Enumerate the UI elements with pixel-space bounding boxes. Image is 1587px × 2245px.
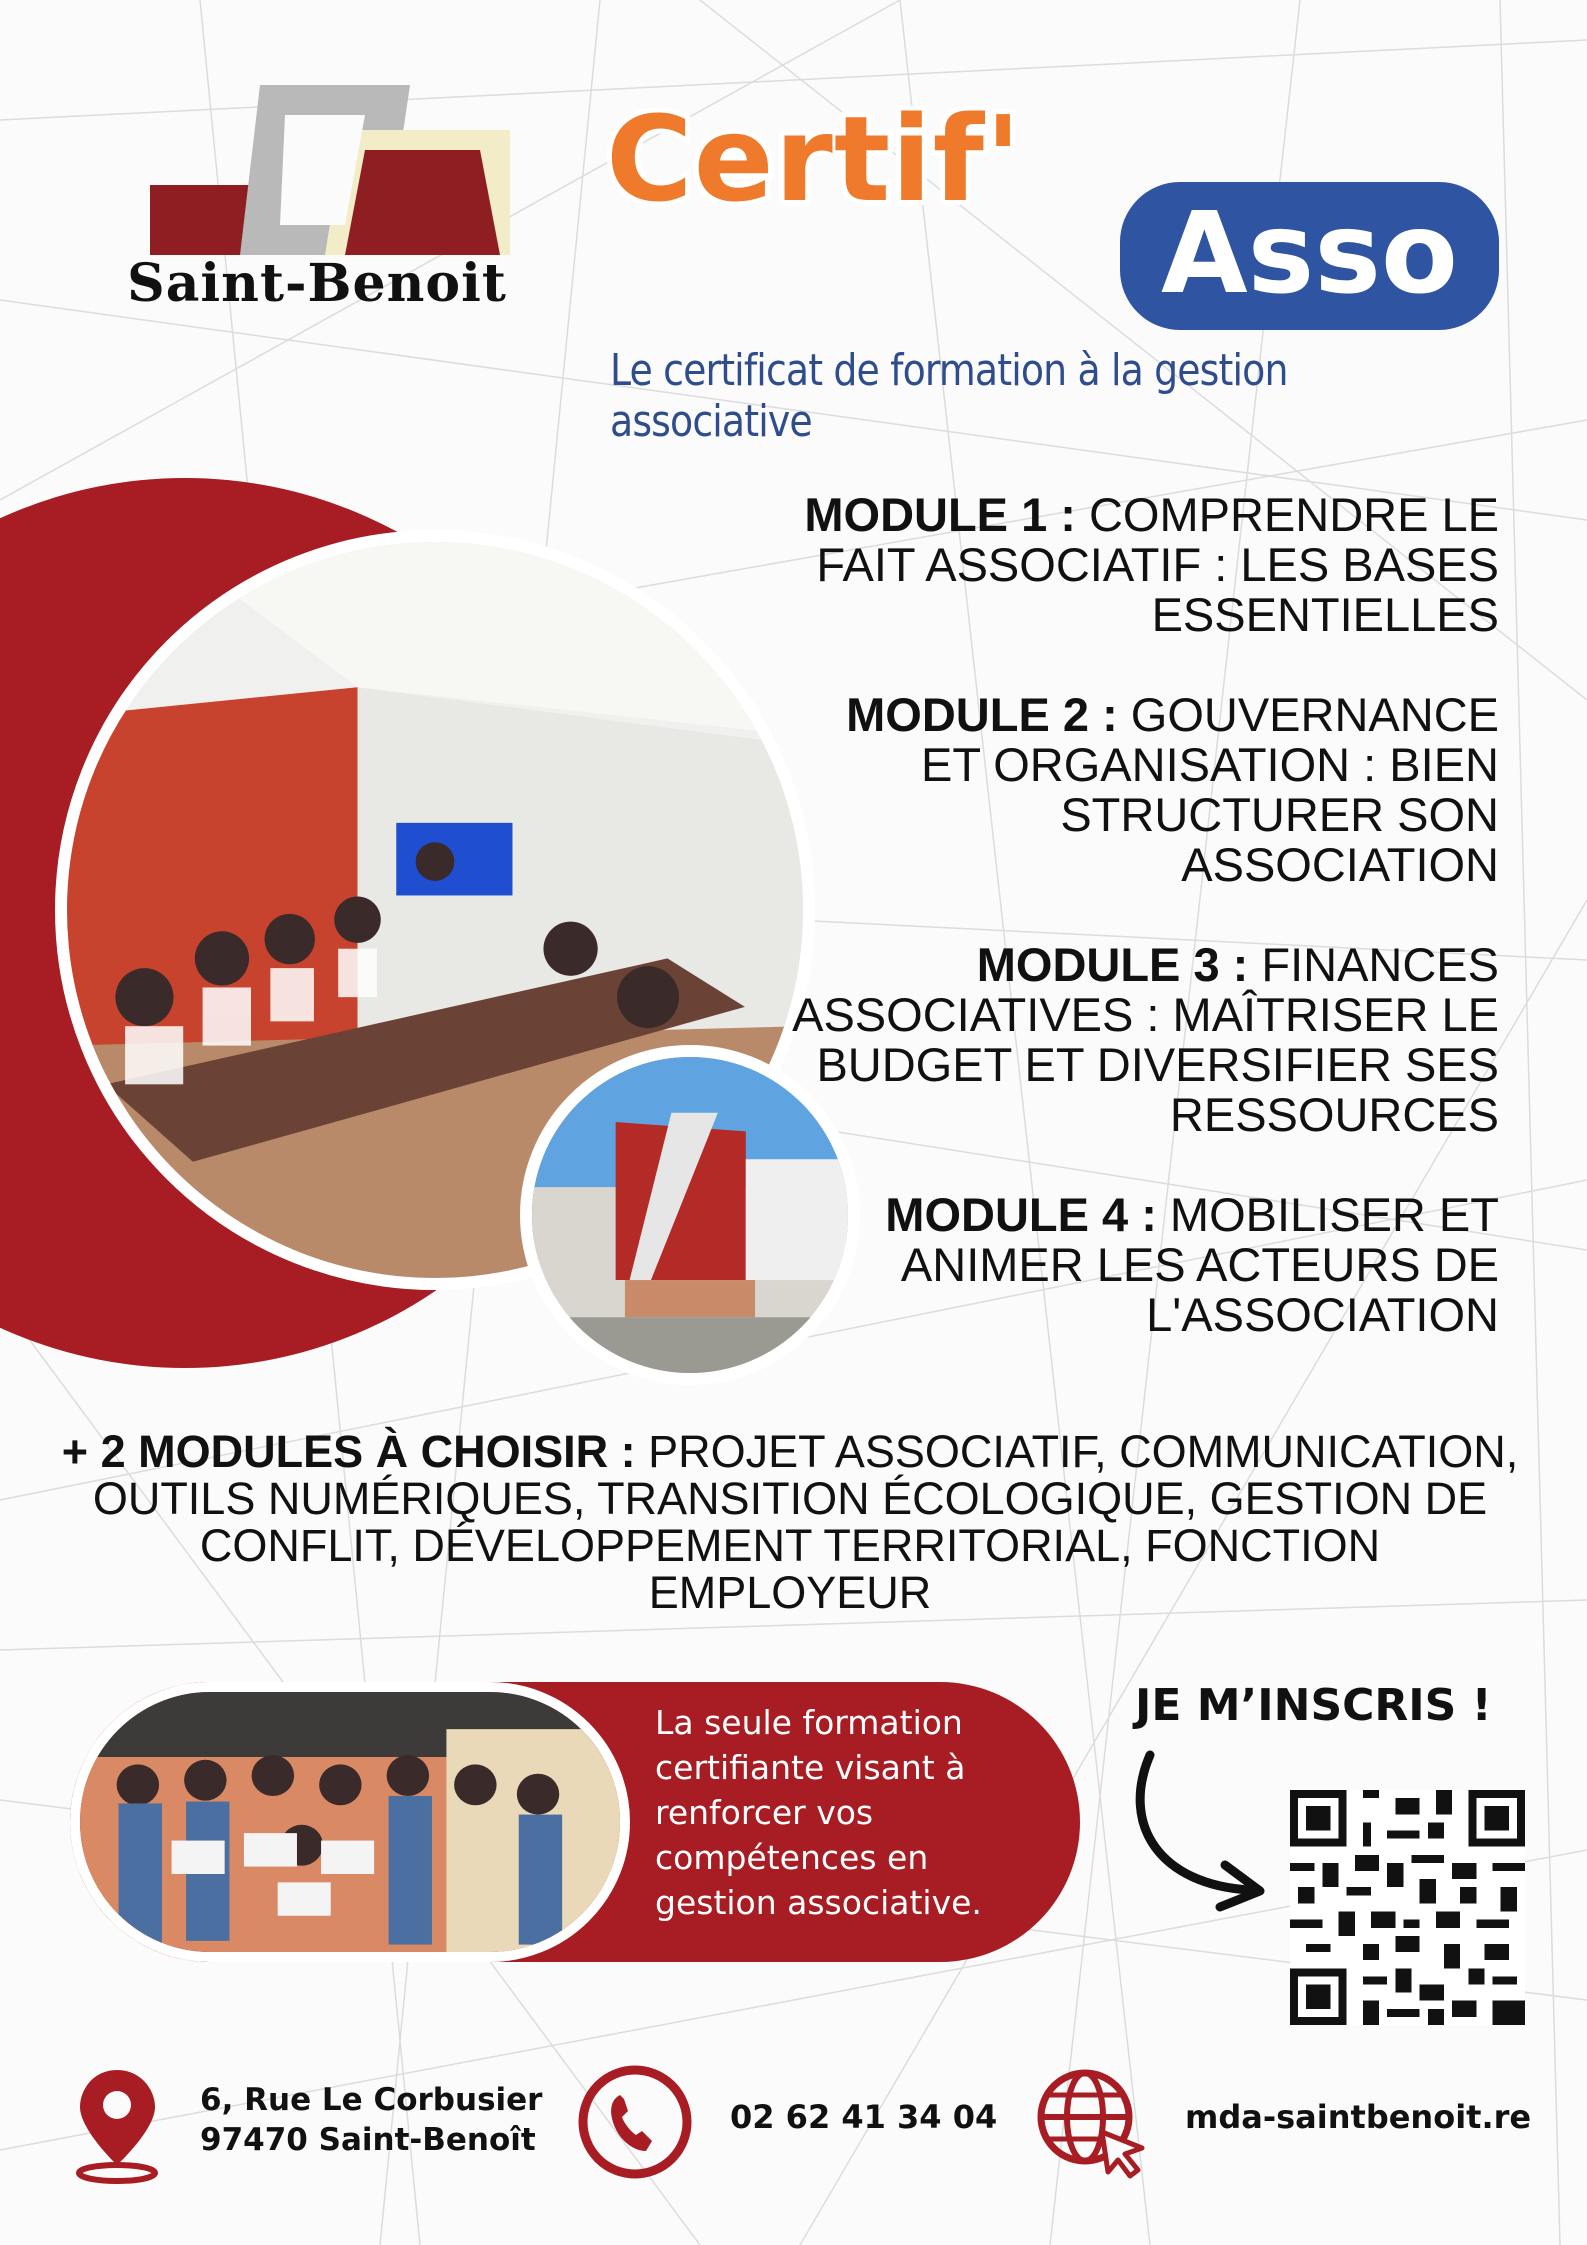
optional-modules-text: PROJET ASSOCIATIF, COMMUNICATION, OUTILS NUMÉRIQUES, TRANSITION ÉCOLOGIQUE, GESTION DE CONFLIT, DÉVELOPPEMENT TERRITORIAL, FONCTION EMPLOYEUR: [92, 1426, 1519, 1618]
qr-code[interactable]: [1290, 1790, 1525, 2025]
location-pin-icon: [75, 2065, 160, 2185]
module-1-text: COMPRENDRE LE FAIT ASSOCIATIF : LES BASES ESSENTIELLES: [816, 488, 1499, 641]
module-2-title: MODULE 2 :: [846, 688, 1118, 741]
module-4-title: MODULE 4 :: [885, 1188, 1157, 1241]
module-3-text: FINANCES ASSOCIATIVES : MAÎTRISER LE BUDGET ET DIVERSIFIER SES RESSOURCES: [792, 938, 1499, 1141]
banner-text: La seule formation certifiante visant à renforcer vos compétences en gestion associative.: [655, 1703, 982, 1922]
module-2-text: GOUVERNANCE ET ORGANISATION : BIEN STRUCTURER SON ASSOCIATION: [920, 688, 1499, 891]
certif-word: Certif': [606, 90, 1023, 228]
website-link[interactable]: mda-saintbenoit.re: [1185, 2098, 1532, 2136]
mda-logo[interactable]: [110, 75, 520, 315]
module-4: [779, 1190, 1499, 1340]
optional-modules-title: + 2 MODULES À CHOISIR :: [61, 1426, 636, 1477]
module-3: [779, 940, 1499, 1140]
optional-modules: [60, 1428, 1520, 1616]
address: [200, 2080, 560, 2160]
phone-number[interactable]: 02 62 41 34 04: [730, 2098, 998, 2136]
building-photo: [520, 1045, 860, 1385]
module-4-text: MOBILISER ET ANIMER LES ACTEURS DE L'ASSOCIATION: [900, 1188, 1499, 1341]
certif-asso-logo: [600, 90, 1500, 350]
group-photo: [70, 1682, 630, 1962]
module-2: [779, 690, 1499, 890]
module-1-title: MODULE 1 :: [804, 488, 1076, 541]
address-line-2: 97470 Saint-Benoît: [200, 2122, 536, 2158]
globe-cursor-icon: [1030, 2062, 1150, 2182]
curved-arrow-icon: [1120, 1745, 1290, 1915]
address-line-1: 6, Rue Le Corbusier: [200, 2082, 543, 2118]
module-1: [779, 490, 1499, 640]
logo-city-name: Saint-Benoit: [127, 253, 507, 314]
module-3-title: MODULE 3 :: [976, 938, 1249, 991]
modules-list: [779, 490, 1499, 1390]
tagline: Le certificat de formation à la gestion associative: [610, 345, 1288, 447]
register-cta[interactable]: JE M’INSCRIS !: [1135, 1680, 1492, 1731]
asso-word: Asso: [1120, 182, 1499, 330]
phone-icon: [578, 2065, 693, 2180]
